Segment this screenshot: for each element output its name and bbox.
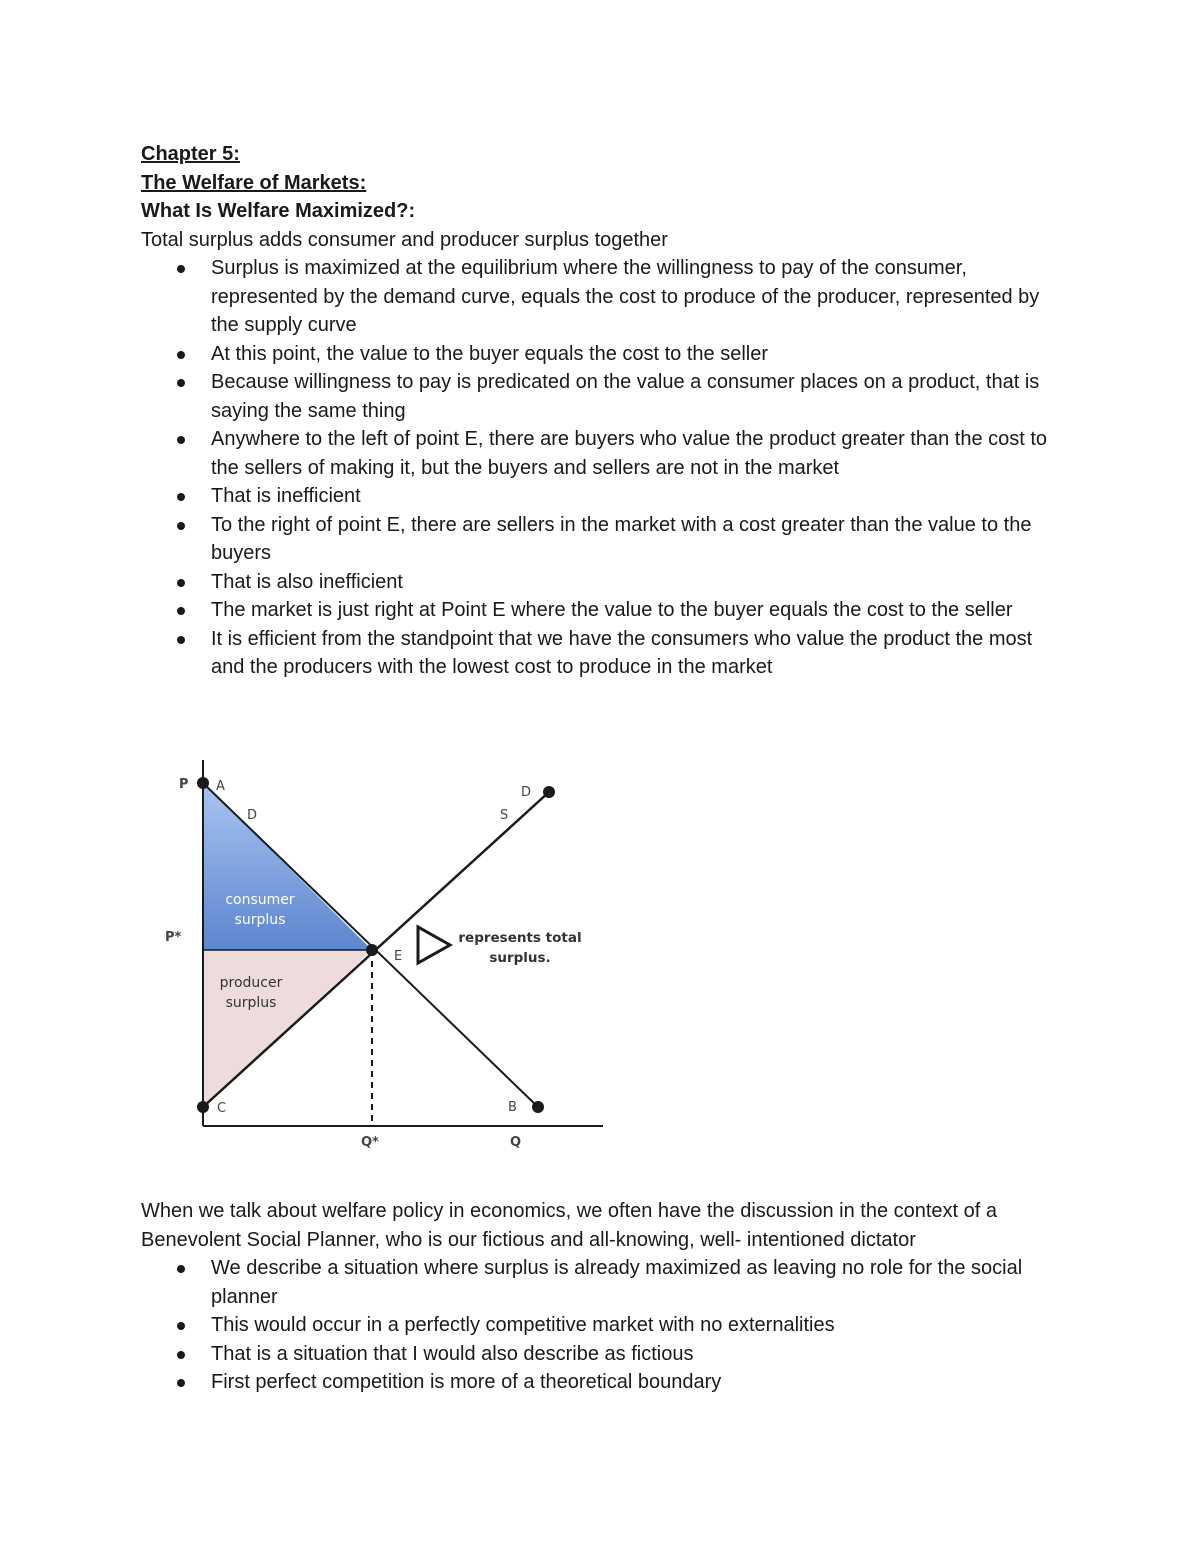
list-item: Surplus is maximized at the equilibrium where the willingness to pay of the consumer, represented by the demand curve, equals the cost to produce of the producer, represented by the supply curve — [211, 254, 1061, 340]
list-item: At this point, the value to the buyer equals the cost to the seller — [211, 340, 1061, 369]
label-p: P — [179, 777, 189, 792]
label-a: A — [216, 779, 225, 794]
list-item: The market is just right at Point E where the value to the buyer equals the cost to the seller — [211, 596, 1061, 625]
list-item: First perfect competition is more of a theoretical boundary — [211, 1368, 1061, 1397]
bullet-icon — [177, 493, 185, 501]
point-b-marker — [532, 1101, 544, 1113]
bullet-icon — [177, 379, 185, 387]
list-item: That is inefficient — [211, 482, 1061, 511]
label-q-star: Q* — [361, 1135, 379, 1150]
bullet-icon — [177, 522, 185, 530]
bullet-icon — [177, 265, 185, 273]
bullet-icon — [177, 351, 185, 359]
planner-paragraph: When we talk about welfare policy in economics, we often have the discussion in the context of a Benevolent Social Planner, who is our fictious and all-knowing, well- intentioned dictator — [141, 1200, 998, 1251]
label-s: S — [500, 808, 509, 823]
producer-surplus-label-2: surplus — [225, 995, 277, 1011]
list-item: That is also inefficient — [211, 568, 1061, 597]
bullet-icon — [177, 607, 185, 615]
list-item: Anywhere to the left of point E, there are buyers who value the product greater than the cost to the sellers of making it, but the buyers and sellers are not in the market — [211, 425, 1061, 482]
point-d-marker — [543, 786, 555, 798]
bullet-icon — [177, 436, 185, 444]
point-c-marker — [197, 1101, 209, 1113]
subsection-title: What Is Welfare Maximized?: — [141, 200, 416, 222]
chapter-heading: Chapter 5: — [141, 143, 240, 165]
consumer-surplus-label: consumer — [225, 892, 295, 908]
total-surplus-note: represents total — [458, 930, 582, 946]
list-item: Because willingness to pay is predicated on the value a consumer places on a product, that is saying the same thing — [211, 368, 1061, 425]
label-b: B — [508, 1100, 517, 1115]
point-a-marker — [197, 777, 209, 789]
producer-surplus-label: producer — [219, 975, 283, 991]
label-d-demand: D — [247, 808, 258, 823]
bullet-list-planner — [141, 1254, 1061, 1397]
bullet-icon — [177, 1322, 185, 1330]
surplus-diagram-svg — [160, 755, 610, 1155]
list-item: It is efficient from the standpoint that we have the consumers who value the product the most and the producers with the lowest cost to produce in the market — [211, 625, 1061, 682]
list-item: To the right of point E, there are sellers in the market with a cost greater than the value to the buyers — [211, 511, 1061, 568]
consumer-surplus-label-2: surplus — [234, 912, 286, 928]
label-e: E — [394, 949, 403, 964]
surplus-diagram — [160, 755, 610, 1155]
point-e-marker — [366, 944, 378, 956]
list-item: We describe a situation where surplus is already maximized as leaving no role for the social planner — [211, 1254, 1061, 1311]
total-surplus-note-2: surplus. — [489, 950, 551, 966]
intro-paragraph: Total surplus adds consumer and producer surplus together — [141, 228, 668, 251]
bullet-icon — [177, 1379, 185, 1387]
list-item: That is a situation that I would also describe as fictious — [211, 1340, 1061, 1369]
section-title: The Welfare of Markets: — [141, 171, 367, 194]
bullet-icon — [177, 579, 185, 587]
label-d-upper: D — [521, 785, 532, 800]
bullet-list-welfare — [141, 254, 1061, 682]
bullet-icon — [177, 1351, 185, 1359]
bullet-icon — [177, 636, 185, 644]
section-social-planner — [141, 1197, 1061, 1397]
section-welfare — [141, 140, 1061, 682]
triangle-icon — [418, 927, 450, 963]
bullet-icon — [177, 1265, 185, 1273]
label-q: Q — [510, 1135, 522, 1150]
label-c: C — [217, 1101, 227, 1116]
label-p-star: P* — [165, 930, 182, 945]
list-item: This would occur in a perfectly competitive market with no externalities — [211, 1311, 1061, 1340]
